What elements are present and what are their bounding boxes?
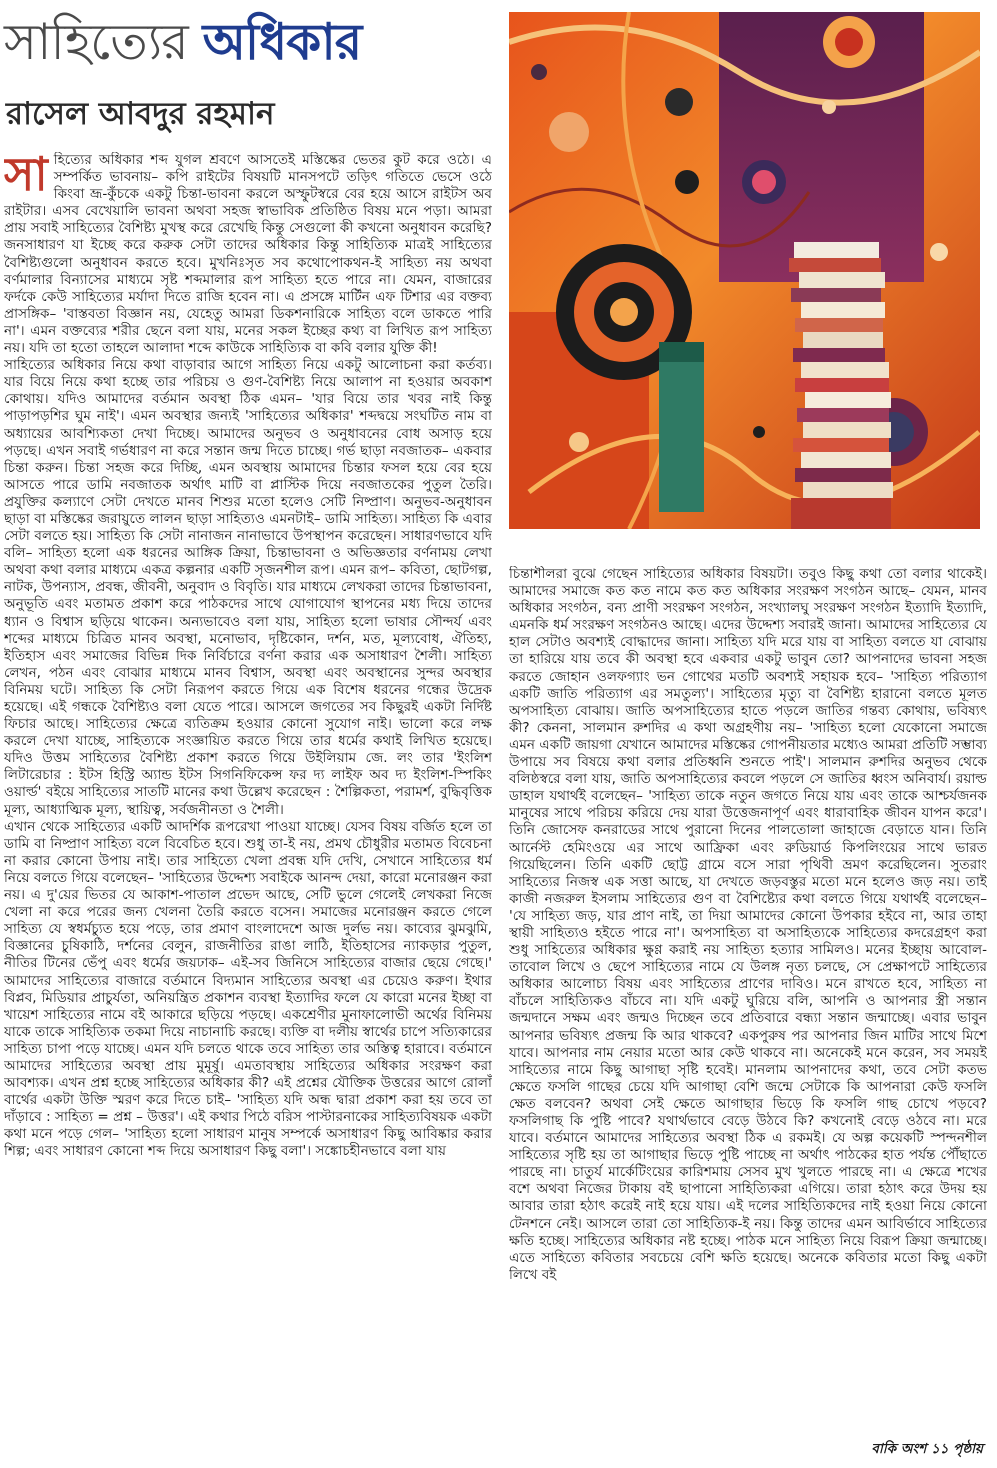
article-paragraph-3: এখান থেকে সাহিত্যের একটি আদর্শিক রূপরেখা পাওয়া যাচ্ছে। যেসব বিষয় বর্জিত হলে তা ডামি বা নিষ্প্রাণ সাহিত্য বলে বিবেচিত হবে। শুধু তা-ই নয়, প্রমথ চৌধুরীর মতামত বিবেচনা না করার কোনো উপায় নাই। তার সাহিত্যে খেলা প্রবন্ধ যদি দেখি, সেখানে সাহিত্যের ধর্ম নিয়ে বলতে গিয়ে বলেছেন– 'সাহিত্যের উদ্দেশ্য সবাইকে আনন্দ দেয়া, কারো মনোরঞ্জন করা নয়। এ দু'য়ের ভিতর যে আকাশ-পাতাল প্রভেদ আছে, সেটি ভুলে গেলেই লেখকরা নিজে খেলা না করে পরের জন্য খেলনা তৈরি করতে বসেন। সমাজের মনোরঞ্জন করতে গেলে সাহিত্য যে স্বধর্মচ্যুত হয়ে পড়ে, তার প্রমাণ বাংলাদেশে আজ দুর্লভ নয়। কাব্যের ঝুমঝুমি, বিজ্ঞানের চুষিকাঠি, দর্শনের বেলুন, রাজনীতির রাঙা লাঠি, ইতিহাসের ন্যাকড়ার পুতুল, নীতির টিনের ভেঁপু এবং ধর্মের জয়ঢাক– এই-সব জিনিসে সাহিত্যের বাজার ছেয়ে গেছে।' আমাদের সাহিত্যের বাজারে বর্তমানে বিদ্যমান সাহিত্যের অবস্থা এর চেয়েও করুণ। ইথার বিপ্লব, মিডিয়ার প্রাচুর্যতা, অনিয়ন্ত্রিত প্রকাশন ব্যবস্থা ইত্যাদির ফলে যে কারো মনের ইচ্ছা বা খায়েশ সাহিত্যের নামে বই আকারে ছড়িয়ে পড়ছে। একশ্রেণীর মুনাফালোভী অর্থের বিনিময় যাকে তাকে সাহিত্যিক তকমা দিয়ে নাচানাচি করছে। ব্যক্তি বা দলীয় স্বার্থের চাপে সত্যিকারের সাহিত্য চাপা পড়ে যাচ্ছে। এমন যদি চলতে থাকে তবে সাহিত্য তার অস্তিত্ব হারাবে। বর্তমানে আমাদের সাহিত্যের অবস্থা প্রায় মুমূর্ষু। এমতাবস্থায় সাহিত্যের অধিকার সংরক্ষণ করা আবশ্যক। এখন প্রশ্ন হচ্ছে সাহিত্যের অধিকার কী? এই প্রশ্নের যৌক্তিক উত্তরের আগে রোলাঁ বার্থের একটা উক্তি স্মরণ করে দিতে চাই– 'সাহিত্য যদি অন্ধ দ্বারা প্রকাশ করা হয় তবে তা দাঁড়াবে : সাহিত্য = প্রশ্ন – উত্তর'। এই কথার পিঠে বরিস পাস্টারনাকের সাহিত্যবিষয়ক একটা কথা মনে পড়ে গেল– 'সাহিত্য হলো সাধারণ মানুষ সম্পর্কে অসাধারণ কিছু আবিষ্কার করার শিল্প; এবং সাধারণ কোনো শব্দ দিয়ে অসাধারণ কিছু বলা'। সঙ্কোচহীনভাবে বলা যায় xyxy=(4,818,492,1160)
article-title-part2: অধিকার xyxy=(202,13,362,71)
author-name: রাসেল আবদুর রহমান xyxy=(6,96,275,132)
drop-cap: সা xyxy=(4,152,48,201)
article-body-right-column xyxy=(509,566,987,1428)
article-title xyxy=(4,10,361,74)
article-title-part1: সাহিত্যের xyxy=(4,13,188,71)
article-paragraph-1 xyxy=(4,152,492,357)
article-paragraph-4: চিন্তাশীলরা বুঝে গেছেন সাহিত্যের অধিকার বিষয়টা। তবুও কিছু কথা তো বলার থাকেই। আমাদের সমাজে কত কত নামে কত কত অধিকার সংরক্ষণ সংগঠন আছে– যেমন, মানব অধিকার সংগঠন, বন্য প্রাণী সংরক্ষণ সংগঠন, সংখ্যালঘু সংরক্ষণ সংগঠন ইত্যাদি ইত্যাদি, এমনকি ধর্ম সংরক্ষণ সংগঠনও আছে। এদের উদ্দেশ্য সবারই জানা। আমাদের সাহিত্যের যে হাল সেটাও অবশ্যই বোদ্ধাদের জানা। সাহিত্য যদি মরে যায় বা সাহিত্য বলতে যা বোঝায় তা হারিয়ে যায় তবে কী অবস্থা হবে একবার একটু ভাবুন তো? আপনাদের ভাবনা সহজ করতে জোহান ওলফগ্যাং ভন গোথের মতটি অবশ্যই সহায়ক হবে– 'সাহিত্য পরিত্যাগ একটি জাতি পরিত্যাগ এর সমতুল্য'। সাহিত্যের মৃত্যু বা বৈশিষ্ট্য হারানো বলতে মূলত অপসাহিত্য বোঝায়। জাতি অপসাহিত্যের হাতে পড়লে জাতির গন্তব্য কোথায়, ভবিষ্যৎ কী? কেননা, সালমান রুশদির এ কথা অগ্রহণীয় নয়– 'সাহিত্য হলো যেকোনো সমাজে এমন একটি জায়গা যেখানে আমাদের মস্তিষ্কের গোপনীয়তার মধ্যেও আমরা প্রতিটি সম্ভাব্য উপায়ে সব বিষয়ে কথা বলার প্রতিধ্বনি শুনতে পাই'। সালমান রুশদির অনুভব থেকে বলিষ্ঠস্বরে বলা যায়, জাতি অপসাহিত্যের কবলে পড়লে সে জাতির ধ্বংস অনিবার্য। রয়াল্ড ডাহাল যথার্থই বলেছেন– 'সাহিত্য তাকে নতুন জগতে নিয়ে যায় এবং তাকে আশ্চর্যজনক মানুষের সাথে পরিচয় করিয়ে দেয় যারা উত্তেজনাপূর্ণ এবং ধারাবাহিক জীবন যাপন করে'। তিনি জোসেফ কনরাডের সাথে পুরানো দিনের পালতোলা জাহাজে বেড়াতে যান। তিনি আর্নেস্ট হেমিংওয়ে এর সাথে আফ্রিকা এবং রুডিয়ার্ড কিপলিংয়ের সাথে ভারত গিয়েছিলেন। তিনি একটি ছোট্ট গ্রামে বসে সারা পৃথিবী ভ্রমণ করেছিলেন। সুতরাং সাহিত্যের নিজস্ব এক সত্তা আছে, যা দেখতে জড়বস্তুর মতো মনে হলেও জড় নয়। তাই কাজী নজরুল ইসলাম সাহিত্যের গুণ বা বৈশিষ্ট্যের কথা বলতে গিয়ে যথার্থই বলেছেন– 'যে সাহিত্য জড়, যার প্রাণ নাই, তা দিয়া আমাদের কোনো উপকার হইবে না, আর তাহা স্থায়ী সাহিত্যও হইতে পারে না'। অপসাহিত্য বা অসাহিত্যকে সাহিত্যের কদরেগ্রহণ করা শুধু সাহিত্যের অধিকার ক্ষুণ্ণ করাই নয় সাহিত্য হত্যার সামিলও। মনের ইচ্ছায় আবোল-তাবোল লিখে ও ছেপে সাহিত্যের নামে যে উলঙ্গ নৃত্য চলছে, সে প্রেক্ষাপটে সাহিত্যের অধিকার আলোচ্য বিষয় এবং সাহিত্যের প্রাণের দাবিও। মনে রাখতে হবে, সাহিত্য না বাঁচলে সাহিত্যিকও বাঁচবে না। যদি একটু ঘুরিয়ে বলি, আপনি ও আপনার স্ত্রী সন্তান জন্মদানে সক্ষম এবং জন্মও দিচ্ছেন তবে প্রতিবারে বন্ধ্যা সন্তান জন্মাচ্ছে। এবার ভাবুন আপনার ভবিষ্যৎ প্রজন্ম কি আর থাকবে? একপুরুষ পর আপনার জিন মাটির সাথে মিশে যাবে। আপনার নাম নেয়ার মতো আর কেউ থাকবে না। অনেকেই মনে করেন, সব সময়ই সাহিত্যের নামে কিছু আগাছা সৃষ্টি হবেই। মানলাম আপনাদের কথা, তবে সেটা কতভ ক্ষেতে ফসলি গাছের চেয়ে যদি আগাছা বেশি জন্মে সেটাকে কি আপনারা কেউ ফসলি ক্ষেত বলবেন? অথবা সেই ক্ষেতে আগাছার ভিড়ে কি ফসলি গাছ চোখে পড়বে? ফসলিগাছ কি পুষ্টি পাবে? যথার্থভাবে বেড়ে উঠবে কি? কখনোই বেড়ে ওঠবে না। মরে যাবে। বর্তমানে আমাদের সাহিত্যের অবস্থা ঠিক এ রকমই। যে অল্প কয়েকটি স্পন্দনশীল সাহিত্যের সৃষ্টি হয় তা আগাছার ভিড়ে পুষ্টি পাচ্ছে না অর্থাৎ পাঠকের হাত পর্যন্ত পৌঁছাতে পারছে না। চাতুর্য মার্কেটিংয়ের কারিশমায় সেসব মুখ খুলতে পারছে না। এ ক্ষেত্রে শখের বশে অথবা নিজের টাকায় বই ছাপানো সাহিত্যিকরা এগিয়ে। তারা হঠাৎ করে উদয় হয় আবার তারা হঠাৎ করেই নাই হয়ে যায়। এই দলের সাহিত্যিকদের নাই হওয়া নিয়ে কোনো টেনশনে নেই। আসলে তারা তো সাহিত্যিক-ই নয়। কিন্তু তাদের এমন আবির্ভাবে সাহিত্যের ক্ষতি হচ্ছে। সাহিত্যের অধিকার নষ্ট হচ্ছে। পাঠক মনে সাহিত্য নিয়ে বিরূপ ক্রিয়া জন্মাচ্ছে। এতে সাহিত্যে কবিতার সবচেয়ে বেশি ক্ষতি হয়েছে। অনেকে কবিতার মতো কিছু একটা লিখে বই xyxy=(509,566,987,1283)
article-body-left-column xyxy=(4,152,492,1460)
continuation-note: বাকি অংশ ১১ পৃষ্ঠায় xyxy=(871,1441,983,1457)
article-illustration xyxy=(509,12,980,529)
book-stack xyxy=(789,242,893,529)
article-paragraph-2: সাহিত্যের অধিকার নিয়ে কথা বাড়াবার আগে সাহিত্য নিয়ে একটু আলোচনা করা কর্তব্য। যার বিয়ে নিয়ে কথা হচ্ছে তার পরিচয় ও গুণ-বৈশিষ্ট্য নিয়ে আলাপ না হওয়ার অবকাশ কোথায়। যদিও আমাদের বর্তমান অবস্থা ঠিক এমন– 'যার বিয়ে তার খবর নাই কিন্তু পাড়াপড়শির ঘুম নাই'। এমন অবস্থার জন্যই 'সাহিত্যের অধিকার' শব্দদ্বয়ে সংঘটিত নাম বা অধ্যায়ের আবশ্যিকতা দেখা দিচ্ছে। আমাদের অনুভব ও অনুধাবনের বোধ অসাড় হয়ে পড়ছে। এখন সবাই গর্ভধারণ না করে সন্তান জন্ম দিতে চাচ্ছে। গর্ভ ছাড়া নবজাতক– একবার চিন্তা করুন। চিন্তা সহজ করে দিচ্ছি, এমন অবস্থায় আমাদের চিন্তার ফসল হয়ে বের হয়ে আসতে পারে ডামি নবজাতক অর্থাৎ মাটি বা প্লাস্টিক দিয়ে নবজাতকের পুতুল তৈরি। প্রযুক্তির কল্যাণে সেটা দেখতে মানব শিশুর মতো হলেও সেটি নিষ্প্রাণ। অনুভব-অনুধাবন ছাড়া বা মস্তিষ্কের জরায়ুতে লালন ছাড়া সাহিত্যও এমনটাই– ডামি সাহিত্য। সাহিত্য কি এবার সেটা বলতে হয়। সাহিত্য কি সেটা নানাজন নানাভাবে উপস্থাপন করেছেন। সাধারণভাবে যদি বলি– সাহিত্য হলো এক ধরনের আঙ্গিক ক্রিয়া, চিন্তাভাবনা ও অভিজ্ঞতার বর্ণনাময় লেখা অথবা কথা বলার মাধ্যমে একত্র কল্পনার একটি সৃজনশীল রূপ। এমন রূপ– কবিতা, ছোটগল্প, নাটক, উপন্যাস, প্রবন্ধ, জীবনী, অনুবাদ ও বিবৃতি। যার মাধ্যমে লেখকরা তাদের চিন্তাভাবনা, অনুভূতি এবং মতামত প্রকাশ করে পাঠকদের সাথে যোগাযোগ স্থাপনের মধ্য দিয়ে তাদের ধ্যান ও বিশ্বাস ছড়িয়ে থাকেন। অন্যভাবেও বলা যায়, সাহিত্য হলো ভাষার সৌন্দর্য এবং শব্দের মাধ্যমে চিত্রিত মানব অবস্থা, মনোভাব, দৃষ্টিকোন, দর্শন, মত, মূল্যবোধ, ঐতিহ্য, ইতিহাস এবং সমাজের বিভিন্ন দিক নির্বিচারে বর্ণনা করার এক অসাধারণ শৈলী। সাহিত্য লেখন, পঠন এবং বোঝার মাধ্যমে মানব বিশ্বাস, অবস্থা এবং অবস্থানের সুন্দর অবস্থার বিনিময় ঘটে। সাহিত্য কি সেটা নিরূপণ করতে গিয়ে এক বিশেষ ধরনের গন্ধের উদ্রেক হয়েছে। এই গন্ধকে বৈশিষ্ট্যও বলা যেতে পারে। আসলে জগতের সব কিছুরই একটা নির্দিষ্ট ফিচার আছে। সাহিত্যের ক্ষেত্রে ব্যতিক্রম হওয়ার কোনো সুযোগ নাই। ভালো করে লক্ষ করলে দেখা যাচ্ছে, সাহিত্যকে সংজ্ঞায়িত করতে গিয়ে তার ধর্মের কথাই লিখিত হয়েছে। যদিও উত্তম সাহিত্যের বৈশিষ্ট্য প্রকাশ করতে গিয়ে উইলিয়াম জে. লং তার 'ইংলিশ লিটারেচার : ইটস হিস্ট্রি অ্যান্ড ইটস সিগনিফিকেন্স ফর দ্য লাইফ অব দ্য ইংলিশ-স্পিকিং ওয়ার্ল্ড' বইয়ে সাহিত্যের সাতটি মানের কথা উল্লেখ করেছেন : শৈল্পিকতা, পরামর্শ, বুদ্ধিবৃত্তিক মূল্য, আধ্যাত্মিক মূল্য, স্থায়িত্ব, সর্বজনীনতা ও শৈলী। xyxy=(4,357,492,818)
paragraph-text: হিত্যের অধিকার শব্দ যুগল শ্রবণে আসতেই মস্তিষ্কের ভেতর কুট করে ওঠে। এ সম্পর্কিত ভাবনায়– কপি রাইটের বিষয়টি মানসপটে তড়িৎ গতিতে ভেসে ওঠে কিংবা ভ্রূ-কুঁচকে একটু চিন্তা-ভাবনা করলে অস্ফুটস্বরে বের হয়ে আসে রাইটস অব রাইটার। এসব বেখেয়ালি ভাবনা অথবা সহজ স্বাভাবিক প্রতিষ্ঠিত বিষয় মনে পড়া। আমরা প্রায় সবাই সাহিত্যের বৈশিষ্ট্য মুখস্থ করে রেখেছি কিন্তু সেগুলো কী কখনো অনুধাবন করেছি? জনসাধারণ যা ইচ্ছে করে করুক সেটা তাদের অধিকার কিন্তু সাহিত্যিক মাত্রই সাহিত্যের বৈশিষ্ট্যগুলো অনুধাবন করতে হবে। মুখনিঃসৃত সব কথোপোকথন-ই সাহিত্য নয় অথবা বর্ণমালার বিন্যাসের মাধ্যমে সৃষ্ট শব্দমালার রূপ সাহিত্য হতে পারে না। যেমন, বাজারের ফর্দকে কেউ সাহিত্যের মর্যাদা দিতে রাজি হবেন না। এ প্রসঙ্গে মার্টিন এফ টিশার এর বক্তব্য প্রাসঙ্গিক– 'বাস্তবতা বিজ্ঞান নয়, যেহেতু আমরা ডিকশনারিকে সাহিত্য বলে ডাকতে পারি না'। এমন বক্তব্যের শরীর ছেনে বলা যায়, মনের সকল ইচ্ছের কথ্য বা লিখিত রূপ সাহিত্য নয়। যদি তা হতো তাহলে আলাদা শব্দে কাউকে সাহিত্যিক বা কবি বলার যুক্তি কী! xyxy=(4,152,492,357)
